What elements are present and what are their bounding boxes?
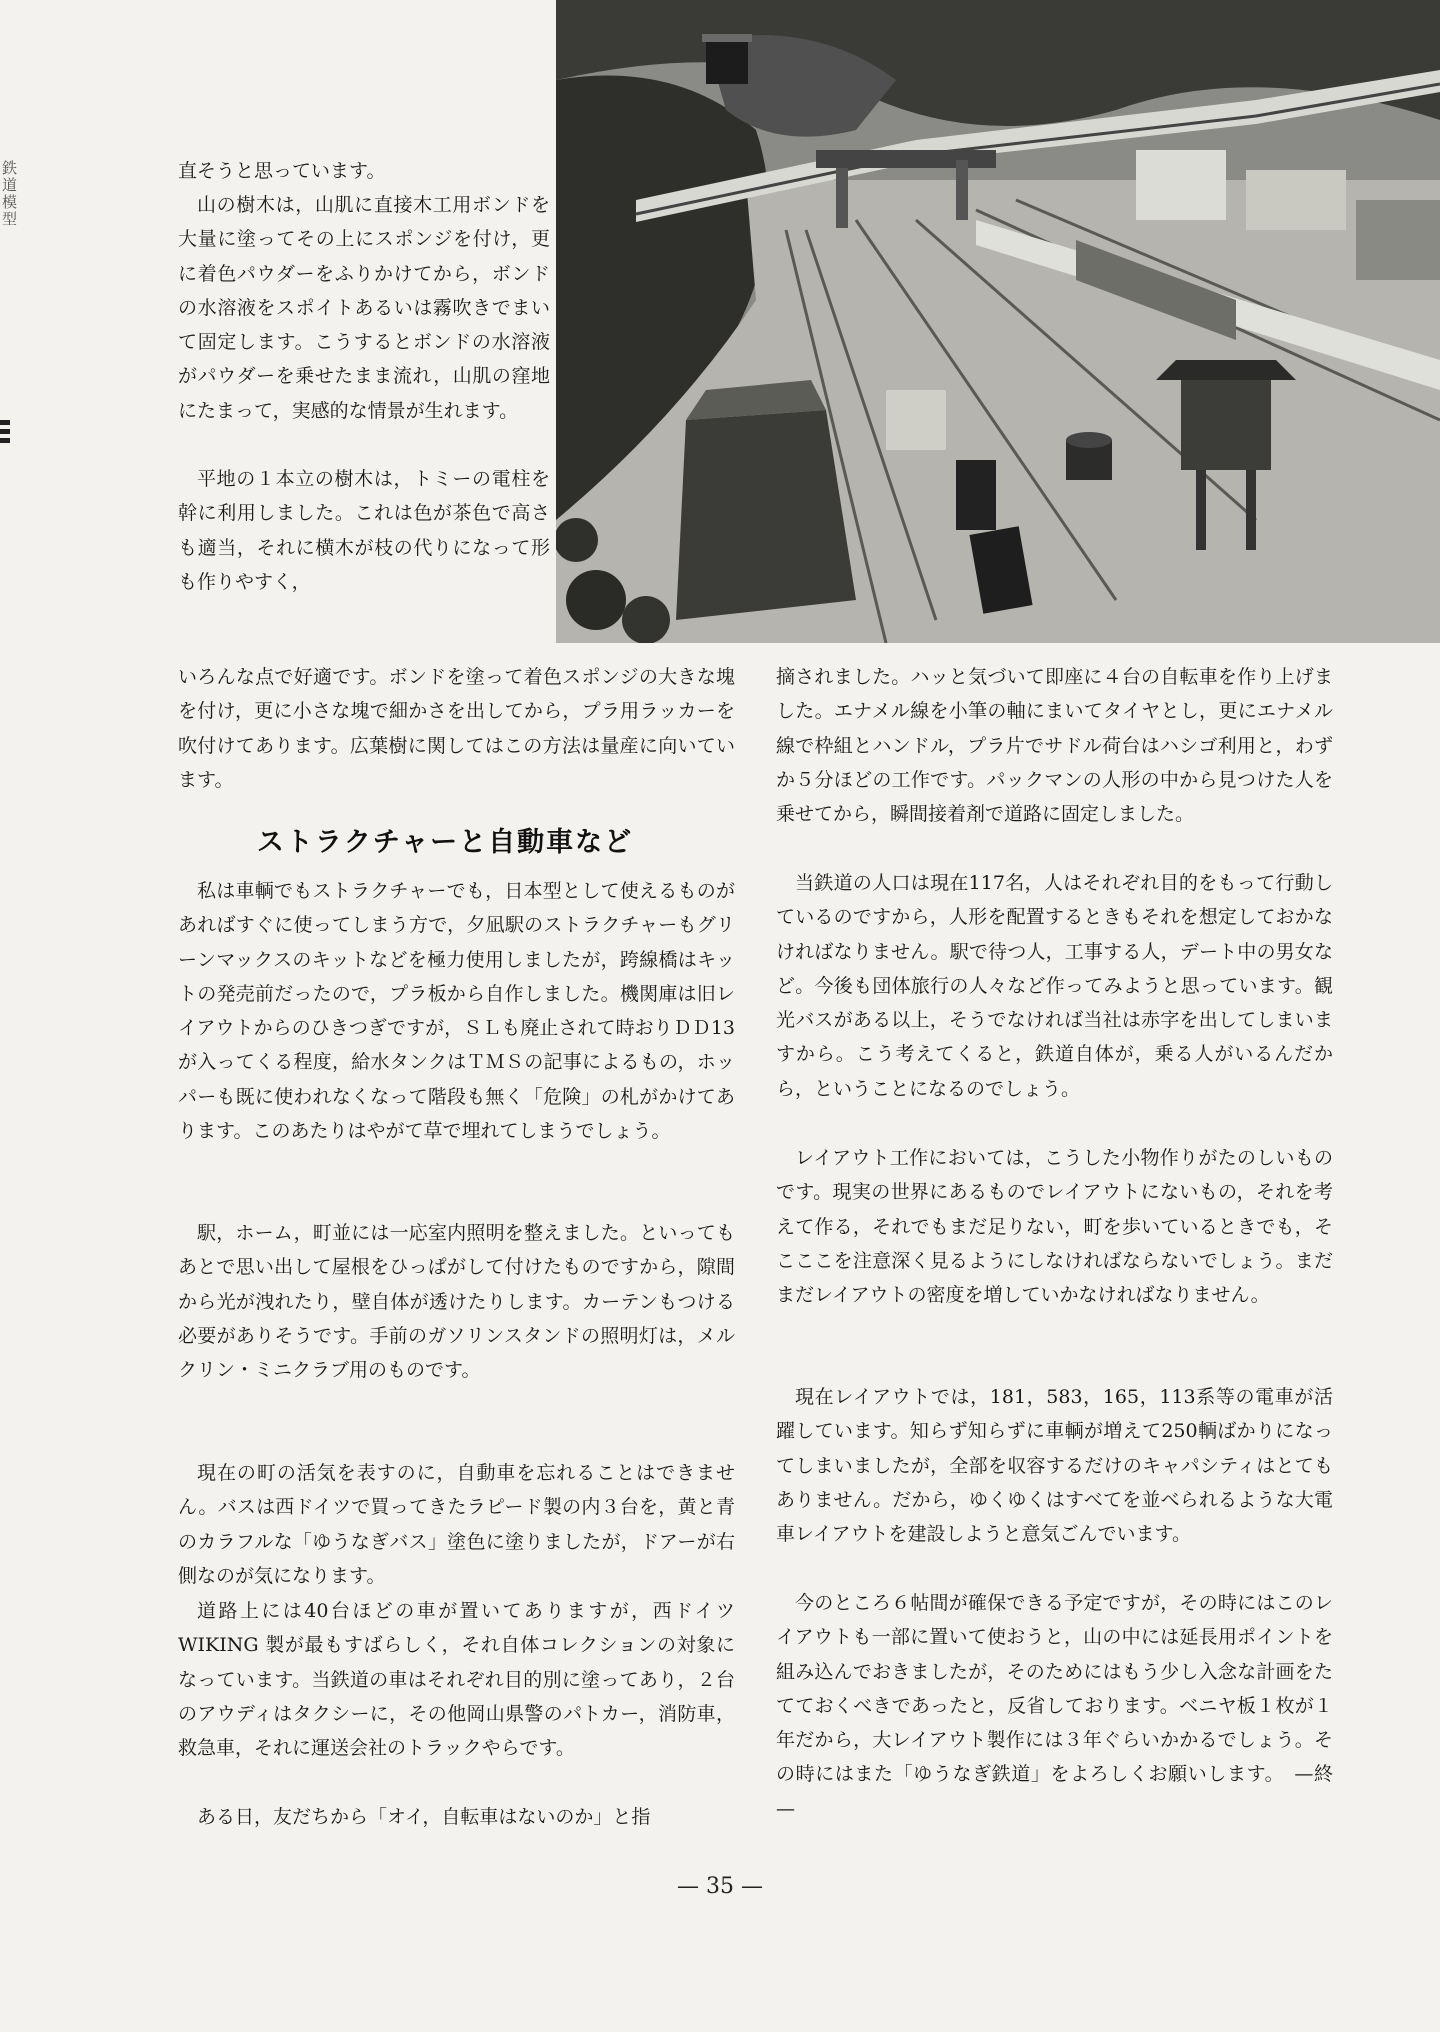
section-heading: ストラクチャーと自動車など [256,827,634,858]
paragraph-continuation: 直そうと思っています。 [178,160,386,182]
paragraph-cars: 道路上には40台ほどの車が置いてありますが，西ドイツ WIKING 製が最もすばらしく，それ自体コレクションの対象になっています。当鉄道の車はそれぞれ目的別に塗ってあり，２台のアウディはタクシーに，その他岡山県警のパトカー，消防車，救急車，それに運送会社のトラックやらです。 [178,1600,735,1760]
magazine-side-label: 鉄道模型 [0,160,18,228]
paragraph-bicycles-cont: 摘されました。ハッと気づいて即座に４台の自転車を作り上げました。エナメル線を小筆の軸にまいてタイヤとし，更にエナメル線で枠組とハンドル，プラ片でサドル荷台はハシゴ利用と，わずか５分ほどの工作です。パックマンの人形の中から見つけた人を乗せてから，瞬間接着剤で道路に固定しました。 [776,666,1333,826]
layout-photograph-image [556,0,1440,643]
paragraph-small-items: レイアウト工作においては，こうした小物作りがたのしいものです。現実の世界にあるものでレイアウトにないもの，それを考えて作る，それでもまだ足りない，町を歩いているときでも，そこここを注意深く見るようにしなければならないでしょう。まだまだレイアウトの密度を増していかなければなりません。 [776,1147,1333,1307]
paragraph-bicycles-start: ある日，友だちから「オイ，自転車はないのか」と指 [197,1806,651,1828]
paragraph-population: 当鉄道の人口は現在117名，人はそれぞれ目的をもって行動しているのですから，人形を配置するときもそれを想定しておかなければなりません。駅で待つ人，工事する人，デート中の男女など。今後も団体旅行の人々など作ってみようと思っています。観光バスがある以上，そうでなければ当社は赤字を出してしまいますから。こう考えてくると，鉄道自体が，乗る人がいるんだから，ということになるのでしょう。 [776,872,1333,1100]
page-number: — 35 — [677,1874,763,1899]
paragraph-buses: 現在の町の活気を表すのに，自動車を忘れることはできません。バスは西ドイツで買ってきたラピード製の内３台を，黄と青のカラフルな「ゆうなぎバス」塗色に塗りましたが，ドアーが右側なのが気になります。 [178,1462,735,1587]
paragraph-lighting: 駅，ホーム，町並には一応室内照明を整えました。といってもあとで思い出して屋根をひっぱがして付けたものですから，隙間から光が洩れたり，壁自体が透けたりします。カーテンもつける必要がありそうです。手前のガソリンスタンドの照明灯は，メルクリン・ミニクラブ用のものです。 [178,1222,735,1382]
paragraph-flatland-trees-cont: いろんな点で好適です。ボンドを塗って着色スポンジの大きな塊を付け，更に小さな塊で細かさを出してから，プラ用ラッカーを吹付けてあります。広葉樹に関してはこの方法は量産に向いています。 [178,666,735,791]
paragraph-structures: 私は車輌でもストラクチャーでも，日本型として使えるものがあればすぐに使ってしまう方で，夕凪駅のストラクチャーもグリーンマックスのキットなどを極力使用しましたが，跨線橋はキットの発売前だったので，プラ板から自作しました。機関庫は旧レイアウトからのひきつぎですが，ＳＬも廃止されて時おりＤＤ13が入ってくる程度，給水タンクはＴＭＳの記事によるもの，ホッパーも既に使われなくなって階段も無く「危険」の札がかけてあります。このあたりはやがて草で埋れてしまうでしょう。 [178,880,735,1143]
margin-mark [0,420,10,446]
paragraph-future-plans: 今のところ６帖間が確保できる予定ですが，その時にはこのレイアウトも一部に置いて使おうと，山の中には延長用ポイントを組み込んでおきましたが，そのためにはもう少し入念な計画をたてておくべきであったと，反省しております。ベニヤ板１枚が１年だから，大レイアウト製作には３年ぐらいかかるでしょう。その時にはまた「ゆうなぎ鉄道」をよろしくお願いします。 —終— [776,1592,1333,1820]
paragraph-mountain-trees: 山の樹木は，山肌に直接木工用ボンドを大量に塗ってその上にスポンジを付け，更に着色パウダーをふりかけてから，ボンドの水溶液をスポイトあるいは霧吹きでまいて固定します。こうするとボンドの水溶液がパウダーを乗せたまま流れ，山肌の窪地にたまって，実感的な情景が生れます。 [178,194,550,422]
layout-photograph [556,0,1440,643]
paragraph-current-layout: 現在レイアウトでは，181，583，165，113系等の電車が活躍しています。知らず知らずに車輌が増えて250輌ばかりになってしまいましたが，全部を収容するだけのキャパシティはとてもありません。だから，ゆくゆくはすべてを並べられるような大電車レイアウトを建設しようと意気ごんでいます。 [776,1386,1333,1546]
paragraph-flatland-trees: 平地の１本立の樹木は，トミーの電柱を幹に利用しました。これは色が茶色で高さも適当，それに横木が枝の代りになって形も作りやすく， [178,468,550,593]
